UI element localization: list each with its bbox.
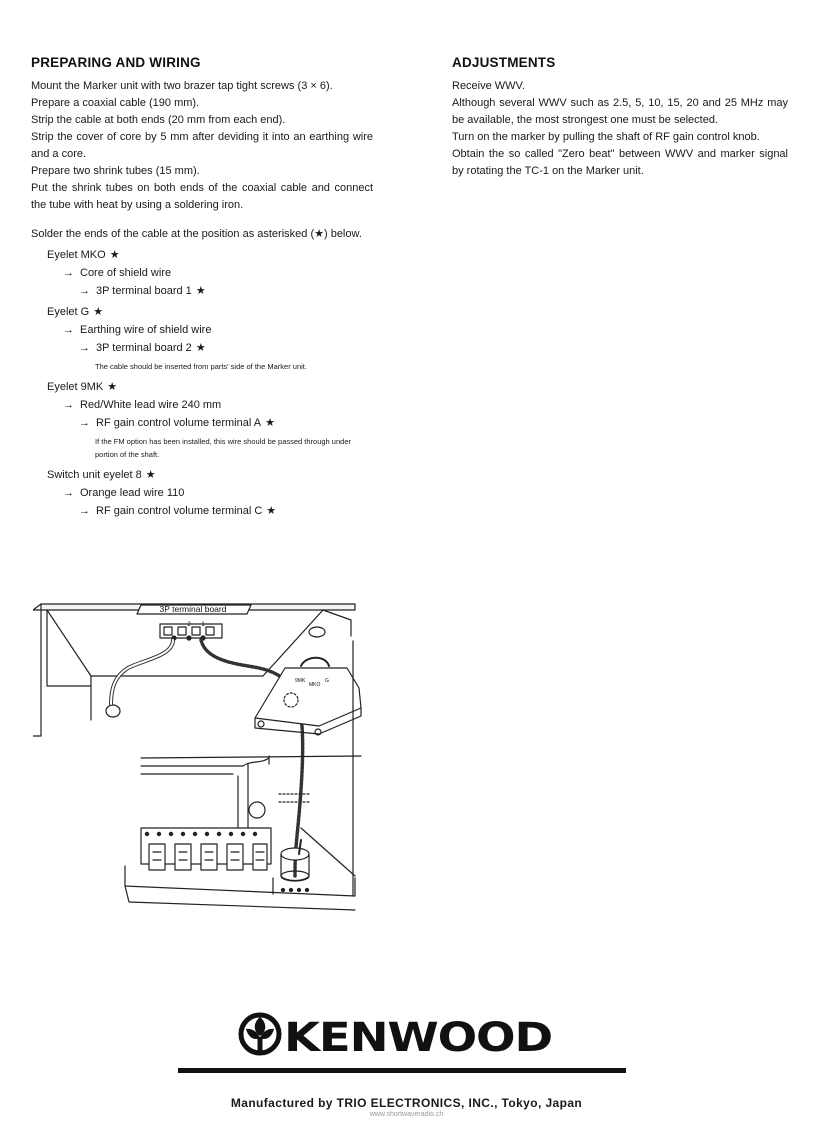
arrow-icon: → (79, 285, 90, 297)
star-icon: ★ (195, 342, 206, 354)
section-heading: ADJUSTMENTS (452, 55, 556, 70)
paragraph: Mount the Marker unit with two brazer tap tight screws (3 × 6). (31, 80, 333, 92)
preparing-and-wiring-section (31, 55, 373, 520)
solder-group (31, 378, 373, 461)
step: 3P terminal board 2 (96, 342, 192, 354)
instructions (31, 78, 373, 214)
step: Earthing wire of shield wire (80, 324, 212, 336)
watermark: www.shortwaveradio.ch (369, 1111, 444, 1118)
solder-group (31, 246, 373, 300)
terminal-number: 1 (201, 622, 205, 628)
paragraph: Although several WWV such as 2.5, 5, 10, 15, 20 and 25 MHz may be available, the most strongest one must be selected. (452, 97, 788, 126)
step: Orange lead wire 110 (80, 487, 185, 499)
solder-list (31, 246, 373, 520)
step: 3P terminal board 1 (96, 285, 192, 297)
paragraph: Strip the cover of core by 5 mm after deviding it into an earthing wire and a core. (31, 131, 373, 160)
arrow-icon: → (79, 417, 90, 429)
brand-name: KENWOOD (284, 1015, 552, 1059)
step: Red/White lead wire 240 mm (80, 399, 222, 411)
marker-label: MKO (309, 682, 321, 688)
switch-unit-board (141, 828, 271, 870)
arrow-icon: → (63, 267, 74, 279)
kenwood-emblem-icon (241, 1015, 279, 1053)
solder-group (31, 303, 373, 373)
group-title: Eyelet 9MK (47, 381, 104, 393)
terminal-number: 2 (187, 622, 191, 628)
terminal-board-3p (160, 624, 222, 640)
step: RF gain control volume terminal A (96, 417, 262, 429)
note: If the FM option has been installed, this wire should be passed through under portion of the shaft. (95, 437, 351, 459)
arrow-icon: → (79, 505, 90, 517)
paragraph: Put the shrink tubes on both ends of the coaxial cable and connect the tube with heat by using a soldering iron. (31, 182, 373, 211)
star-icon: ★ (109, 249, 120, 261)
manufacturer-line: Manufactured by TRIO ELECTRONICS, INC., Tokyo, Japan (230, 1096, 583, 1110)
divider (178, 1068, 626, 1073)
paragraph: Obtain the so called "Zero beat" between WWV and marker signal by rotating the TC-1 on the Marker unit. (452, 148, 788, 177)
step: RF gain control volume terminal C (96, 505, 263, 517)
adjustment-steps (452, 78, 788, 180)
adjustments-section (452, 55, 788, 180)
star-icon: ★ (93, 306, 104, 318)
group-title: Eyelet MKO (47, 249, 106, 261)
marker-label: G (325, 678, 329, 684)
arrow-icon: → (63, 399, 74, 411)
arrow-icon: → (79, 342, 90, 354)
note: The cable should be inserted from parts' side of the Marker unit. (95, 362, 307, 371)
paragraph: Receive WWV. (452, 80, 525, 92)
group-title: Eyelet G (47, 306, 90, 318)
star-icon: ★ (107, 381, 118, 393)
paragraph: Turn on the marker by pulling the shaft of RF gain control knob. (452, 131, 760, 143)
star-icon: ★ (195, 285, 206, 297)
arrow-icon: → (63, 487, 74, 499)
marker-label: 9MK (295, 678, 306, 684)
group-title: Switch unit eyelet 8 (47, 469, 142, 481)
board-label: 3P terminal board (159, 604, 227, 614)
paragraph: Strip the cable at both ends (20 mm from each end). (31, 114, 286, 126)
star-icon: ★ (265, 417, 275, 429)
arrow-icon: → (63, 324, 74, 336)
step: Core of shield wire (80, 267, 172, 279)
star-icon: ★ (266, 505, 277, 517)
wiring-diagram (33, 596, 363, 911)
solder-group (31, 466, 373, 520)
section-heading: PREPARING AND WIRING (31, 55, 201, 70)
marker-unit-board (255, 658, 361, 735)
kenwood-logo (236, 1009, 556, 1059)
paragraph: Prepare a coaxial cable (190 mm). (31, 97, 200, 109)
solder-intro: Solder the ends of the cable at the position as asterisked (★) below. (31, 228, 362, 240)
paragraph: Prepare two shrink tubes (15 mm). (31, 165, 200, 177)
star-icon: ★ (145, 469, 156, 481)
